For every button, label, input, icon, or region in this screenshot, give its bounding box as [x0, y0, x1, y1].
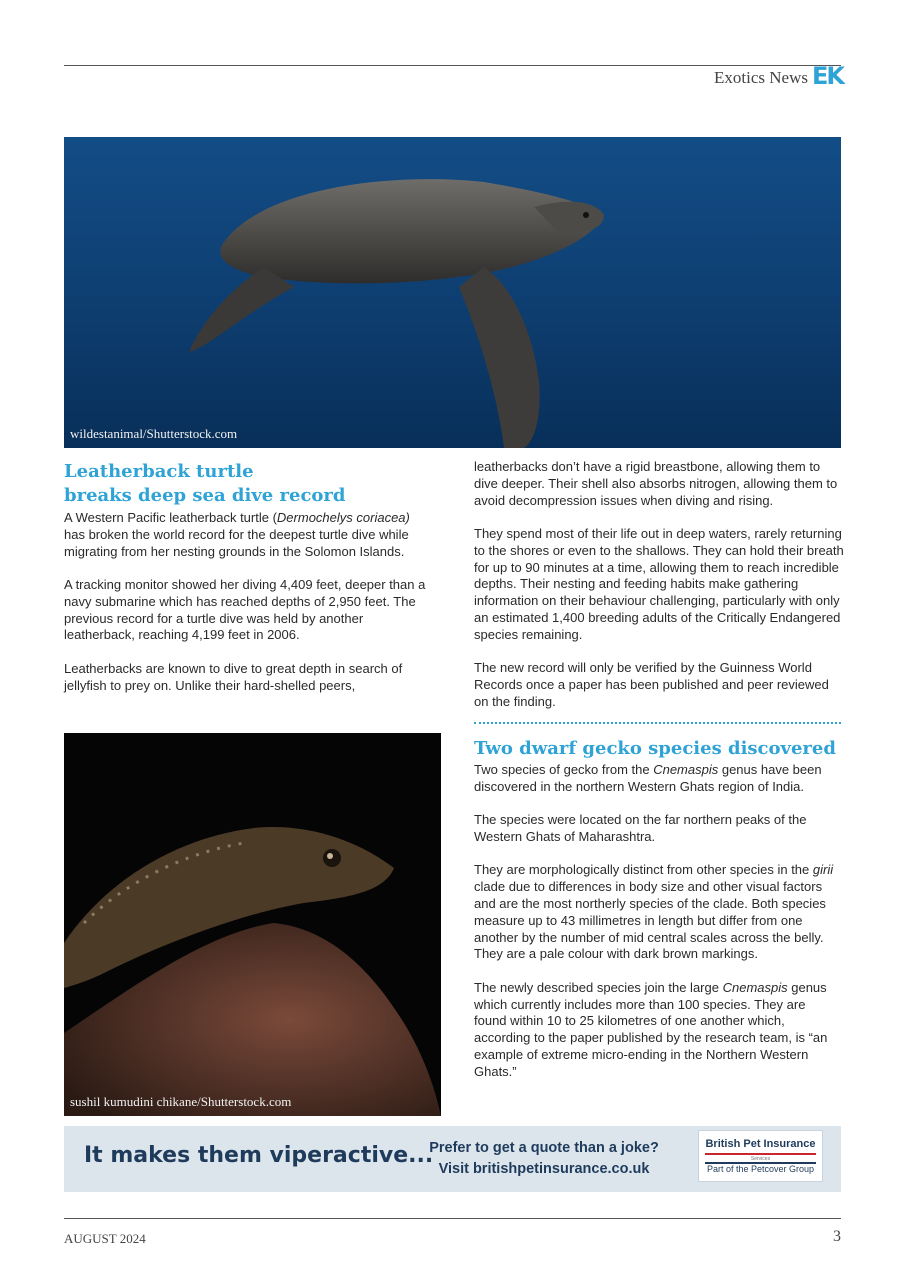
paragraph: The species were located on the far northern peaks of the Western Ghats of Maharashtra.: [474, 812, 807, 844]
ad-cta-link[interactable]: Visit britishpetinsurance.co.uk: [438, 1161, 650, 1177]
paragraph: Two species of gecko from the Cnemaspis genus have been discovered in the northern Western Ghats region of India.: [474, 762, 822, 794]
paragraph: leatherbacks don’t have a rigid breastbone, allowing them to dive deeper. Their shell also absorbs nitrogen, allowing them to avoid decompression issues when diving and rising.: [474, 459, 838, 508]
page-number: 3: [833, 1228, 841, 1245]
photo-credit: wildestanimal/Shutterstock.com: [70, 426, 238, 441]
section-divider: [474, 722, 841, 724]
article-body-gecko: [474, 762, 840, 1097]
paragraph: A Western Pacific leatherback turtle (Dermochelys coriacea) has broken the world record for the deepest turtle dive while migrating from her nesting grounds in the Solomon Islands.: [64, 510, 410, 559]
issue-date: AUGUST 2024: [64, 1231, 146, 1246]
photo-credit: sushil kumudini chikane/Shutterstock.com: [70, 1094, 292, 1109]
gecko-photo: [64, 733, 441, 1116]
article-body-left: [64, 510, 434, 711]
badge-stripe-red: [705, 1153, 816, 1155]
footer-rule: [64, 1218, 841, 1219]
paragraph: A tracking monitor showed her diving 4,409 feet, deeper than a navy submarine which has reached depths of 2,950 feet. The previous record for a turtle dive was held by another leatherback, reaching 4,199 feet in 2006.: [64, 576, 426, 643]
badge-subtitle: Part of the Petcover Group: [706, 1164, 815, 1174]
ad-cta-question: Prefer to get a quote than a joke?: [429, 1140, 659, 1156]
article-headline: Two dwarf gecko species discovered: [474, 738, 836, 759]
badge-services: Services: [750, 1156, 771, 1162]
insurance-advert[interactable]: [64, 1126, 841, 1192]
paragraph: They are morphologically distinct from other species in the girii clade due to differences in body size and other visual factors and are the most northerly species of the clade. Both species measure up to 43 millimetres in length but differ from one another by the number of mid central scales across the belly. They are a pale colour with dark brown markings.: [474, 862, 834, 962]
ad-tagline: It makes them viperactive...: [84, 1143, 434, 1168]
headline-line: Leatherback turtle: [64, 461, 254, 482]
paragraph: Leatherbacks are known to dive to great depth in search of jellyfish to prey on. Unlike their hard-shelled peers,: [64, 660, 403, 693]
paragraph: The new record will only be verified by the Guinness World Records once a paper has been published and peer reviewed on the finding.: [474, 660, 829, 709]
article-headline: [64, 460, 444, 508]
paragraph: They spend most of their life out in deep waters, rarely returning to the shores or even to the shallows. They can hold their breath for up to 90 minutes at a time, allowing them to reach incredible depths. Their nesting and feeding habits make gathering information on their behaviour challenging, particularly with only an estimated 1,400 breeding adults of the Critically Endangered species remaining.: [474, 525, 844, 642]
paragraph: The newly described species join the large Cnemaspis genus which currently includes more than 100 species. They are found within 10 to 25 kilometres of one another which, according to the paper published by the research team, is “an example of extreme micro-ending in the Northern Western Ghats.”: [474, 979, 828, 1079]
headline-line: breaks deep sea dive record: [64, 485, 346, 506]
british-pet-insurance-logo: [698, 1130, 823, 1182]
header-rule: [64, 65, 841, 66]
turtle-photo: [64, 137, 841, 448]
article-body-right: [474, 459, 844, 727]
badge-title: British Pet Insurance: [705, 1138, 816, 1150]
publication-name: Exotics News: [714, 68, 808, 87]
ek-logo: EK: [812, 62, 843, 90]
